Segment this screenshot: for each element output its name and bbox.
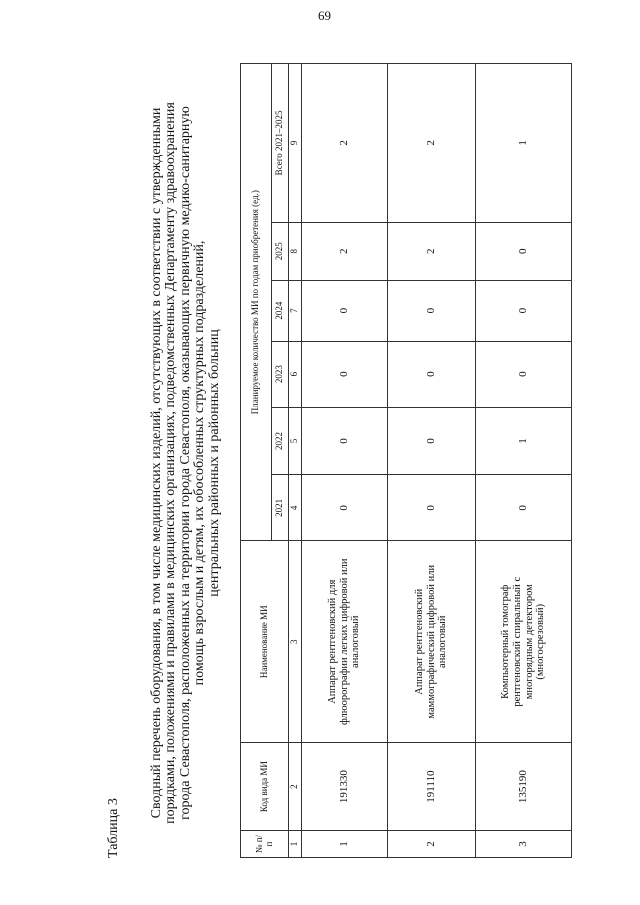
- col-number: 5: [289, 407, 302, 475]
- row-num: 3: [476, 831, 572, 858]
- table-row: [476, 64, 572, 858]
- page-number: 69: [318, 8, 331, 23]
- row-value-2022: 1: [476, 407, 572, 475]
- header-year-2024: 2024: [272, 280, 289, 341]
- row-value-2025: 2: [388, 222, 476, 280]
- col-number: 8: [289, 222, 302, 280]
- header-name: Наименование МИ: [241, 541, 289, 743]
- row-value-total: 2: [388, 64, 476, 223]
- row-code: 191110: [388, 743, 476, 831]
- row-value-2024: 0: [388, 280, 476, 341]
- row-value-2025: 2: [302, 222, 388, 280]
- column-number-row: [289, 64, 302, 858]
- row-value-2024: 0: [476, 280, 572, 341]
- row-value-2025: 0: [476, 222, 572, 280]
- row-value-total: 2: [302, 64, 388, 223]
- col-number: 2: [289, 743, 302, 831]
- row-code: 135190: [476, 743, 572, 831]
- row-value-2023: 0: [302, 341, 388, 407]
- rotated-page-content: [32, 63, 618, 858]
- col-number: 6: [289, 341, 302, 407]
- header-year-2025: 2025: [272, 222, 289, 280]
- table-row: [302, 64, 388, 858]
- header-year-2021: 2021: [272, 475, 289, 541]
- col-number: 7: [289, 280, 302, 341]
- col-number: 4: [289, 475, 302, 541]
- row-value-total: 1: [476, 64, 572, 223]
- header-code: Код вида МИ: [241, 743, 289, 831]
- col-number: 9: [289, 64, 302, 223]
- header-planned: Планируемое количество МИ по годам приобретения (ед.): [241, 64, 272, 541]
- heading-line: города Севастополя, расположенных на территории города Севастополя, оказывающих первичную медико-санитарную: [177, 106, 193, 820]
- row-value-2021: 0: [302, 475, 388, 541]
- header-total: Всего 2021–2025: [272, 64, 289, 223]
- row-num: 2: [388, 831, 476, 858]
- header-year-2022: 2022: [272, 407, 289, 475]
- row-name: Компьютерный томограф рентгеновский спиральный с многорядным детектором (многосрезовый): [476, 541, 572, 743]
- col-number: 3: [289, 541, 302, 743]
- row-value-2023: 0: [388, 341, 476, 407]
- row-value-2022: 0: [388, 407, 476, 475]
- row-name: Аппарат рентгеновский маммографический цифровой или аналоговый: [388, 541, 476, 743]
- heading-line: центральных районных и районных больниц: [206, 329, 222, 597]
- heading-line: порядками, положениями и правилами в медицинских организациях, подведомственных Департаменту здравоохранения: [163, 102, 179, 824]
- header-year-2023: 2023: [272, 341, 289, 407]
- row-name: Аппарат рентгеновский для флюорографии легких цифровой или аналоговый: [302, 541, 388, 743]
- row-value-2023: 0: [476, 341, 572, 407]
- col-number: 1: [289, 831, 302, 858]
- table-heading: [150, 68, 222, 858]
- table-label: Таблица 3: [106, 798, 121, 858]
- heading-line: Сводный перечень оборудования, в том числе медицинских изделий, отсутствующих в соответствии с утвержденными: [149, 107, 164, 819]
- row-value-2024: 0: [302, 280, 388, 341]
- header-num: № п/п: [241, 831, 289, 858]
- row-value-2021: 0: [388, 475, 476, 541]
- row-code: 191330: [302, 743, 388, 831]
- row-value-2021: 0: [476, 475, 572, 541]
- row-value-2022: 0: [302, 407, 388, 475]
- row-num: 1: [302, 831, 388, 858]
- table-row: [388, 64, 476, 858]
- heading-line: помощь взрослым и детям, их обособленных структурных подразделений,: [192, 240, 208, 686]
- equipment-table: [240, 63, 572, 858]
